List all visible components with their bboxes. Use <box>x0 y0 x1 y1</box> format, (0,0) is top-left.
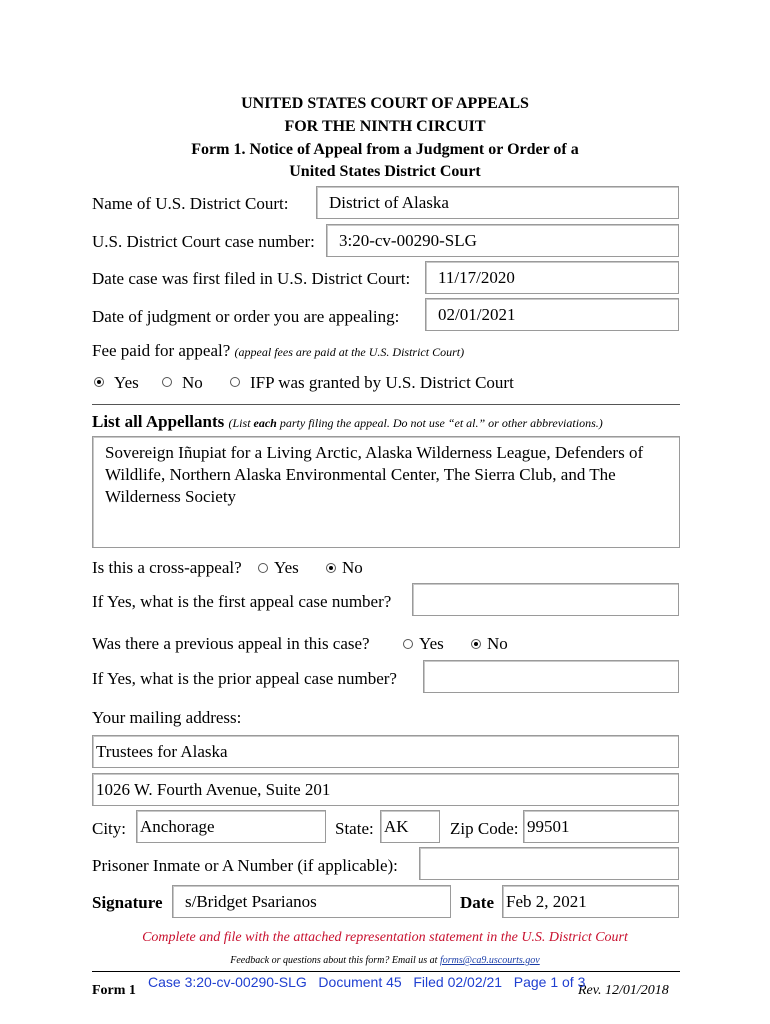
signature-date-field[interactable]: Feb 2, 2021 <box>502 885 679 918</box>
feedback-text: Feedback or questions about this form? Email us at <box>230 955 440 966</box>
form-label: Form 1 <box>92 983 136 998</box>
appellants-note <box>229 416 603 430</box>
city-label: City: <box>92 819 127 838</box>
previous-appeal-label: Was there a previous appeal in this case? <box>92 634 370 653</box>
state-field[interactable]: AK <box>380 810 440 843</box>
cross-appeal-no-label: No <box>342 558 363 577</box>
ecf-header-stamp: Case 3:20-cv-00290-SLG Document 45 Filed 02/02/21 Page 1 of 3 <box>148 974 586 990</box>
city-field[interactable]: Anchorage <box>136 810 326 843</box>
form-title-line2: United States District Court <box>289 163 481 180</box>
appellants-note-post: party filing the appeal. Do not use “et al.” or other abbreviations.) <box>276 416 603 430</box>
prisoner-field[interactable] <box>419 847 679 880</box>
appellants-note-bold: each <box>253 416 277 430</box>
cross-appeal-label: Is this a cross-appeal? <box>92 558 242 577</box>
signature-label: Signature <box>92 893 163 912</box>
state-label: State: <box>335 819 374 838</box>
date-judgment-label: Date of judgment or order you are appealing: <box>92 307 400 326</box>
fee-note: (appeal fees are paid at the U.S. District Court) <box>234 345 465 359</box>
form-title-line1: Form 1. Notice of Appeal from a Judgment or Order of a <box>191 141 579 158</box>
mailing-address-label: Your mailing address: <box>92 708 242 727</box>
date-judgment-field[interactable]: 02/01/2021 <box>425 298 679 331</box>
signature-field[interactable]: s/Bridget Psarianos <box>172 885 451 918</box>
revision-date: Rev. 12/01/2018 <box>578 983 669 998</box>
cross-appeal-no-radio[interactable] <box>326 563 336 573</box>
fee-no-label: No <box>182 373 203 392</box>
address-line1-field[interactable]: Trustees for Alaska <box>92 735 679 768</box>
zip-label: Zip Code: <box>450 819 519 838</box>
fee-ifp-label: IFP was granted by U.S. District Court <box>250 373 514 392</box>
fee-label <box>92 341 464 361</box>
first-appeal-label: If Yes, what is the first appeal case number? <box>92 592 392 611</box>
filing-instruction: Complete and file with the attached representation statement in the U.S. District Court <box>142 930 628 945</box>
cross-appeal-yes-label: Yes <box>274 558 299 577</box>
fee-ifp-radio[interactable] <box>230 377 240 387</box>
previous-appeal-yes-label: Yes <box>419 634 444 653</box>
previous-appeal-no-radio[interactable] <box>471 639 481 649</box>
date-filed-label: Date case was first filed in U.S. District Court: <box>92 269 411 288</box>
appellants-note-pre: (List <box>228 416 254 430</box>
court-title-line1: UNITED STATES COURT OF APPEALS <box>241 95 529 112</box>
prisoner-label: Prisoner Inmate or A Number (if applicable): <box>92 856 398 875</box>
previous-appeal-yes-radio[interactable] <box>403 639 413 649</box>
cross-appeal-yes-radio[interactable] <box>258 563 268 573</box>
feedback-email-link[interactable]: forms@ca9.uscourts.gov <box>439 955 540 966</box>
fee-yes-label: Yes <box>114 373 139 392</box>
prior-appeal-field[interactable] <box>423 660 679 693</box>
case-number-label: U.S. District Court case number: <box>92 232 315 251</box>
date-filed-field[interactable]: 11/17/2020 <box>425 261 679 294</box>
first-appeal-field[interactable] <box>412 583 679 616</box>
appellants-label: List all Appellants <box>92 412 225 431</box>
court-name-label: Name of U.S. District Court: <box>92 194 289 213</box>
fee-yes-radio[interactable] <box>94 377 104 387</box>
date-label: Date <box>460 893 494 912</box>
case-number-field[interactable]: 3:20-cv-00290-SLG <box>326 224 679 257</box>
footer-rule <box>92 971 680 972</box>
fee-question: Fee paid for appeal? <box>92 341 231 360</box>
fee-no-radio[interactable] <box>162 377 172 387</box>
address-line2-field[interactable]: 1026 W. Fourth Avenue, Suite 201 <box>92 773 679 806</box>
prior-appeal-label: If Yes, what is the prior appeal case number? <box>92 669 397 688</box>
court-title-line2: FOR THE NINTH CIRCUIT <box>284 118 486 135</box>
section-divider <box>92 404 680 405</box>
previous-appeal-no-label: No <box>487 634 508 653</box>
appellants-heading <box>92 412 603 432</box>
court-name-field[interactable]: District of Alaska <box>316 186 679 219</box>
feedback-line <box>0 955 770 966</box>
appellants-field[interactable]: Sovereign Iñupiat for a Living Arctic, Alaska Wilderness League, Defenders of Wildlife, Northern Alaska Environmental Center, The Sierra Club, and The Wilderness Society <box>92 436 680 548</box>
zip-field[interactable]: 99501 <box>523 810 679 843</box>
